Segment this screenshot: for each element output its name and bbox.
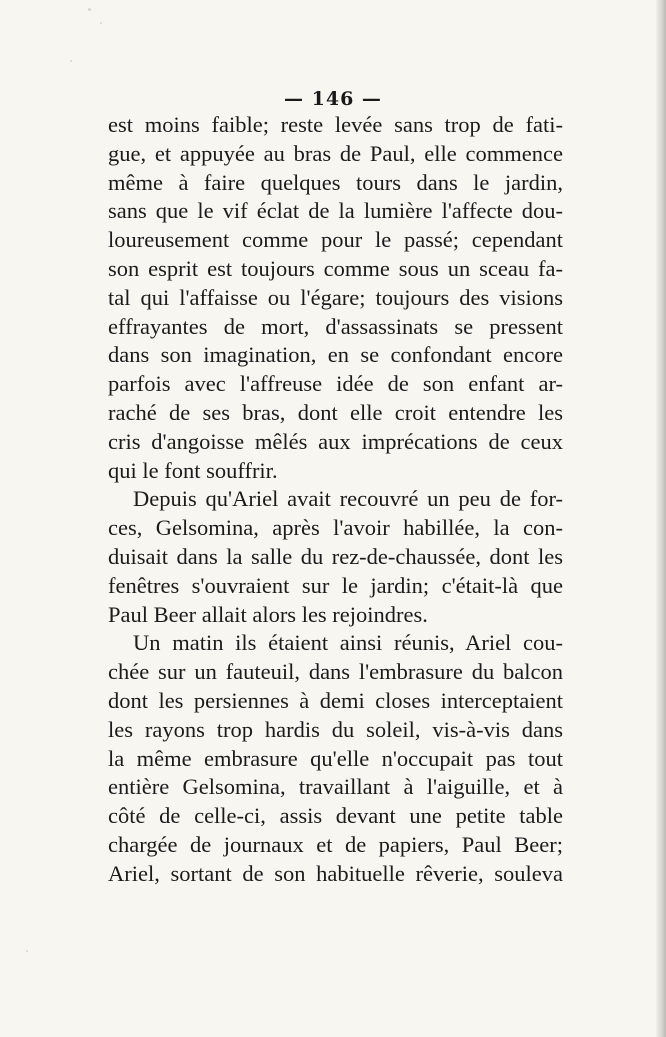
text-line: les rayons trop hardis du soleil, vis-à-vis dans [108,716,563,742]
paper-speck [100,22,102,24]
text-line: dont les persiennes à demi closes interceptaient [108,687,563,713]
body-text [108,111,563,889]
text-line: entière Gelsomina, travaillant à l'aiguille, et à [108,774,563,800]
text-line: Ariel, sortant de son habituelle rêverie, souleva [108,860,563,886]
text-line: Depuis qu'Ariel avait recouvré un peu de for- [133,486,563,512]
text-line: tal qui l'affaisse ou l'égare; toujours des visions [108,284,563,310]
text-line: Paul Beer allait alors les rejoindres. [108,601,428,627]
text-line: cris d'angoisse mêlés aux imprécations de ceux [108,428,563,454]
page-number: — 146 — [284,88,382,110]
text-line: duisait dans la salle du rez-de-chaussée, dont les [108,543,563,569]
text-line: est moins faible; reste levée sans trop de fati- [108,112,563,137]
paper-speck [88,8,91,11]
text-line: raché de ses bras, dont elle croit entendre les [108,399,563,425]
text-line: son esprit est toujours comme sous un sceau fa- [108,255,563,281]
text-line: chée sur un fauteuil, dans l'embrasure du balcon [108,659,563,685]
text-line: même à faire quelques tours dans le jardin, [108,169,563,195]
text-line: parfois avec l'affreuse idée de son enfant ar- [108,371,563,397]
text-line: ces, Gelsomina, après l'avoir habillée, la con- [108,515,563,541]
text-line: côté de celle-ci, assis devant une petite table [108,803,563,829]
text-line: Un matin ils étaient ainsi réunis, Ariel cou- [133,630,563,656]
text-line: qui le font souffrir. [108,457,278,483]
text-line: chargée de journaux et de papiers, Paul Beer; [108,831,563,857]
text-line: gue, et appuyée au bras de Paul, elle commence [108,140,563,166]
paper-speck [26,950,28,952]
text-line: effrayantes de mort, d'assassinats se pressent [108,313,563,339]
text-line: dans son imagination, en se confondant encore [108,342,563,368]
text-line: fenêtres s'ouvraient sur le jardin; c'était-là que [108,572,563,598]
text-line: sans que le vif éclat de la lumière l'affecte dou- [108,198,563,224]
paper-speck [70,60,72,62]
text-line: la même embrasure qu'elle n'occupait pas tout [108,745,563,771]
page-edge-shadow [656,0,666,1037]
text-line: loureusement comme pour le passé; cependant [108,227,563,253]
